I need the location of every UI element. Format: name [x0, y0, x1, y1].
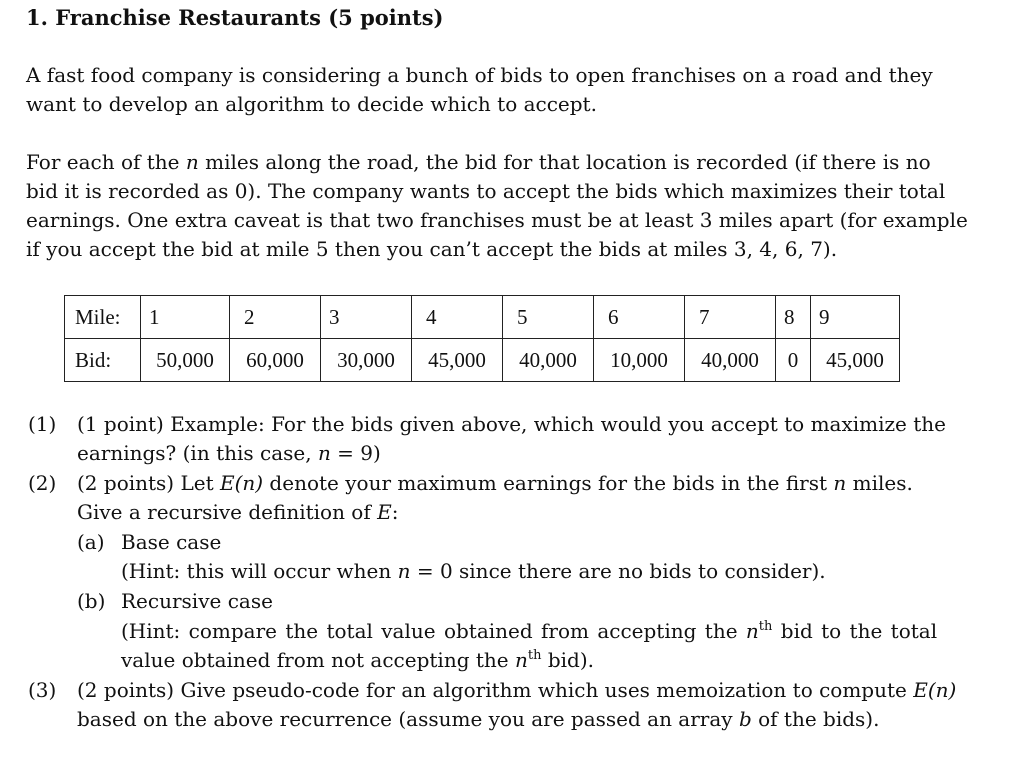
bid-cell: 0	[776, 339, 811, 382]
subpart-a-number: (a)	[77, 530, 105, 554]
var-b: b	[738, 707, 752, 731]
question-2-number: (2)	[28, 471, 57, 495]
bid-label: Bid:	[65, 339, 141, 382]
subpart-b-hint: (Hint: compare the total value obtained from accepting the $n^{th}$ bid to the total	[121, 619, 938, 643]
superscript-th: th	[758, 619, 773, 634]
bid-cell: 40,000	[685, 339, 776, 382]
var-en: E(n)	[913, 678, 957, 702]
description-paragraph	[26, 148, 968, 264]
question-2-line: Give a recursive definition of E:	[77, 500, 399, 524]
intro-line: A fast food company is considering a bunch of bids to open franchises on a road and they	[26, 63, 933, 87]
mile-cell: 6	[594, 296, 685, 339]
bid-cell: 40,000	[503, 339, 594, 382]
var-n: n	[745, 619, 759, 643]
description-line: if you accept the bid at mile 5 then you can’t accept the bids at miles 3, 4, 6, 7).	[26, 237, 838, 261]
question-3-line: based on the above recurrence (assume you are passed an array b of the bids).	[77, 707, 880, 731]
bids-table	[64, 295, 900, 382]
description-line: earnings. One extra caveat is that two franchises must be at least 3 miles apart (for example	[26, 208, 968, 232]
subpart-a-title: Base case	[121, 530, 222, 554]
question-2-line: (2 points) Let E(n) denote your maximum earnings for the bids in the first n miles.	[77, 471, 913, 495]
bid-cell: 50,000	[141, 339, 230, 382]
description-line: bid it is recorded as 0). The company wants to accept the bids which maximizes their total	[26, 179, 946, 203]
var-n: n	[833, 471, 847, 495]
bid-cell: 30,000	[321, 339, 412, 382]
mile-row	[65, 296, 900, 339]
question-1-line: (1 point) Example: For the bids given above, which would you accept to maximize the	[77, 412, 946, 436]
var-e: E	[377, 500, 392, 524]
mile-cell: 5	[503, 296, 594, 339]
mile-cell: 8	[776, 296, 811, 339]
questions-list	[28, 410, 998, 740]
mile-cell: 7	[685, 296, 776, 339]
subpart-b-hint: value obtained from not accepting the $n^{th}$ bid).	[121, 648, 594, 672]
problem-heading: 1. Franchise Restaurants (5 points)	[26, 5, 444, 30]
mile-cell: 3	[321, 296, 412, 339]
var-n: n	[397, 559, 411, 583]
var-en: E(n)	[219, 471, 264, 495]
subpart-b-title: Recursive case	[121, 589, 273, 613]
mile-cell: 2	[230, 296, 321, 339]
intro-line: want to develop an algorithm to decide which to accept.	[26, 92, 597, 116]
bid-cell: 45,000	[811, 339, 900, 382]
var-n: n	[185, 150, 199, 174]
superscript-th: th	[527, 648, 542, 663]
intro-paragraph	[26, 61, 933, 119]
mile-cell: 9	[811, 296, 900, 339]
mile-label: Mile:	[65, 296, 141, 339]
question-1-number: (1)	[28, 412, 57, 436]
question-3-line: (2 points) Give pseudo-code for an algorithm which uses memoization to compute E(n)	[77, 678, 957, 702]
bid-row	[65, 339, 900, 382]
var-n: n	[514, 648, 528, 672]
bid-cell: 60,000	[230, 339, 321, 382]
mile-cell: 4	[412, 296, 503, 339]
subpart-a-hint: (Hint: this will occur when n = 0 since there are no bids to consider).	[121, 559, 826, 583]
bid-cell: 10,000	[594, 339, 685, 382]
question-3-number: (3)	[28, 678, 57, 702]
subpart-b-number: (b)	[77, 589, 106, 613]
question-1-line: earnings? (in this case, n = 9)	[77, 441, 381, 465]
var-n: n	[317, 441, 331, 465]
bid-cell: 45,000	[412, 339, 503, 382]
mile-cell: 1	[141, 296, 230, 339]
description-line: For each of the n miles along the road, the bid for that location is recorded (if there is no	[26, 150, 931, 174]
